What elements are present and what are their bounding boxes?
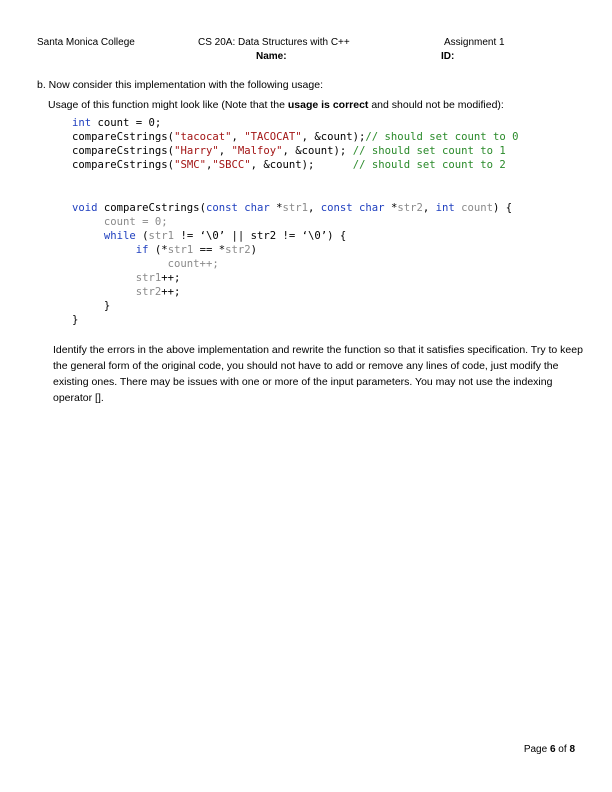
code-text: *: [269, 202, 283, 214]
code-line: [72, 243, 512, 257]
code-line: [72, 158, 519, 172]
code-comment: // should set count to 0: [365, 131, 519, 143]
code-text: ++;: [161, 286, 181, 298]
code-line: [72, 215, 512, 229]
code-text: (: [135, 230, 149, 242]
code-text: ,: [218, 145, 232, 157]
code-line: [72, 257, 512, 271]
code-text: count++;: [167, 258, 219, 270]
implementation-code-block: [72, 201, 512, 327]
code-comment: // should set count to 2: [352, 159, 506, 171]
code-text: }: [103, 300, 111, 312]
code-text: ,: [422, 202, 436, 214]
code-param: str1: [135, 272, 162, 284]
code-text: count = 0;: [103, 216, 168, 228]
code-text: , &count);: [250, 159, 353, 171]
question-heading: b. Now consider this implementation with the following usage:: [37, 79, 323, 91]
code-string: "TACOCAT": [244, 131, 302, 143]
code-string: "SBCC": [212, 159, 251, 171]
code-keyword: const char: [205, 202, 270, 214]
code-string: "SMC": [174, 159, 206, 171]
code-text: , &count);: [301, 131, 366, 143]
code-param: str1: [148, 230, 175, 242]
code-text: }: [72, 314, 79, 326]
code-line: [72, 116, 519, 130]
usage-note-pre: Usage of this function might look like (Note that the: [48, 99, 288, 111]
code-string: "Harry": [174, 145, 219, 157]
code-text: == *: [193, 244, 226, 256]
code-string: "Malfoy": [231, 145, 283, 157]
code-line: [72, 201, 512, 215]
code-param: count: [454, 202, 494, 214]
code-line: [72, 299, 512, 313]
page-footer: [524, 744, 575, 755]
code-text: compareCstrings(: [97, 202, 206, 214]
code-text: ): [250, 244, 257, 256]
code-line: [72, 130, 519, 144]
code-line: [72, 285, 512, 299]
code-keyword: void: [72, 202, 98, 214]
code-text: ,: [231, 131, 245, 143]
code-keyword: const char: [320, 202, 385, 214]
code-text: , &count);: [282, 145, 353, 157]
usage-code-block: [72, 116, 519, 172]
code-text: ,: [308, 202, 321, 214]
code-text: *: [384, 202, 398, 214]
usage-note-post: and should not be modified):: [368, 99, 504, 111]
header-assignment: Assignment 1: [444, 37, 505, 48]
code-keyword: if: [135, 244, 149, 256]
footer-of-label: of: [555, 744, 570, 755]
code-param: str1: [167, 244, 194, 256]
code-line: [72, 144, 519, 158]
code-text: ++;: [161, 272, 181, 284]
code-keyword: while: [103, 230, 136, 242]
code-text: compareCstrings(: [72, 159, 175, 171]
code-string: "tacocat": [174, 131, 232, 143]
name-label: Name:: [256, 51, 287, 62]
code-text: count = 0;: [91, 117, 162, 129]
code-keyword: int: [72, 117, 92, 129]
usage-note: [48, 97, 504, 113]
footer-page-total: 8: [569, 744, 575, 755]
instructions-paragraph: Identify the errors in the above implementation and rewrite the function so that it satisfies specification. Try to keep the general form of the original code, you should not have to add or remove any lines of code, just modify the existing ones. There may be issues with one or more of the input parameters. You may not use the indexing operator [].: [53, 344, 583, 404]
code-text: compareCstrings(: [72, 145, 175, 157]
code-param: str2: [135, 286, 162, 298]
code-param: str2: [225, 244, 251, 256]
usage-note-bold: usage is correct: [287, 99, 369, 111]
code-text: ,: [205, 159, 213, 171]
code-param: str2: [397, 202, 423, 214]
code-text: != ‘\0’ || str2 != ‘\0’) {: [174, 230, 347, 242]
code-text: (*: [148, 244, 168, 256]
header-course: CS 20A: Data Structures with C++: [198, 37, 350, 48]
header-college: Santa Monica College: [37, 37, 135, 48]
code-line: [72, 313, 512, 327]
code-text: compareCstrings(: [72, 131, 175, 143]
footer-page-number: 6: [549, 744, 556, 755]
code-line: [72, 271, 512, 285]
footer-page-label: Page: [523, 744, 550, 755]
code-comment: // should set count to 1: [352, 145, 506, 157]
code-keyword: int: [435, 202, 455, 214]
code-text: ) {: [493, 202, 513, 214]
code-line: [72, 229, 512, 243]
id-label: ID:: [441, 51, 455, 62]
code-param: str1: [282, 202, 309, 214]
